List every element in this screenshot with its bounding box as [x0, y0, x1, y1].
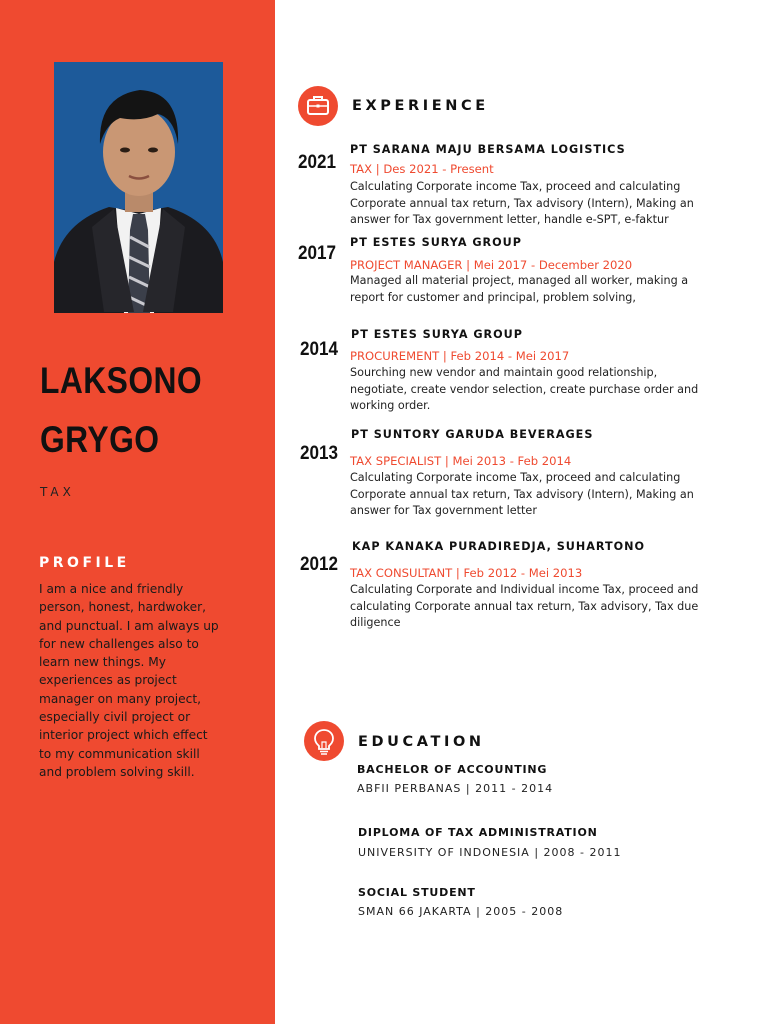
profile-line: I am a nice and friendly: [39, 582, 184, 596]
education-degree: SOCIAL STUDENT: [358, 886, 476, 899]
profile-photo: [54, 62, 223, 313]
education-degree: BACHELOR OF ACCOUNTING: [357, 763, 548, 776]
education-school: SMAN 66 JAKARTA | 2005 - 2008: [358, 905, 564, 918]
first-name: LAKSONO: [40, 360, 203, 401]
lightbulb-icon: [304, 721, 344, 761]
description-line: Calculating Corporate income Tax, proceed and calculating: [350, 471, 681, 484]
profile-line: person, honest, hardwoker,: [39, 600, 206, 615]
experience-position: PROCUREMENT | Feb 2014 - Mei 2017: [350, 349, 570, 363]
education-degree: DIPLOMA OF TAX ADMINISTRATION: [358, 826, 598, 839]
description-line: answer for Tax government letter, handle e-SPT, e-faktur: [350, 213, 669, 226]
profile-line: to my communication skill: [39, 746, 200, 761]
description-line: Sourching new vendor and maintain good relationship,: [350, 366, 658, 379]
experience-company: PT ESTES SURYA GROUP: [350, 236, 522, 249]
experience-position: PROJECT MANAGER | Mei 2017 - December 2020: [350, 258, 633, 272]
experience-year: 2021: [298, 152, 337, 173]
education-school: UNIVERSITY OF INDONESIA | 2008 - 2011: [358, 846, 622, 859]
briefcase-icon: [298, 86, 338, 126]
experience-year: 2017: [298, 243, 337, 264]
experience-position: TAX CONSULTANT | Feb 2012 - Mei 2013: [350, 566, 583, 580]
experience-year: 2014: [300, 339, 339, 360]
experience-company: PT SUNTORY GARUDA BEVERAGES: [351, 428, 594, 441]
description-line: Managed all material project, managed all worker, making a: [350, 274, 689, 287]
description-line: Calculating Corporate income Tax, proceed and calculating: [350, 180, 681, 193]
profile-line: for new challenges also to: [39, 636, 199, 651]
experience-position: TAX SPECIALIST | Mei 2013 - Feb 2014: [350, 454, 572, 468]
profile-line: experiences as project: [39, 673, 177, 688]
experience-company: KAP KANAKA PURADIREDJA, SUHARTONO: [352, 540, 646, 553]
profile-text: [39, 580, 259, 781]
description-line: report for customer and principal, problem solving,: [350, 290, 636, 304]
experience-description: [350, 365, 735, 415]
experience-company: PT SARANA MAJU BERSAMA LOGISTICS: [350, 143, 626, 156]
description-line: negotiate, create vendor selection, create purchase order and: [350, 382, 699, 396]
experience-year: 2013: [300, 443, 339, 464]
experience-heading: EXPERIENCE: [352, 98, 489, 114]
description-line: answer for Tax government letter: [350, 504, 537, 517]
description-line: calculating Corporate annual tax return, Tax advisory, Tax due: [350, 599, 699, 613]
description-line: diligence: [350, 616, 401, 629]
profile-line: manager on many project,: [39, 691, 202, 706]
last-name: GRYGO: [40, 419, 160, 460]
description-line: working order.: [350, 399, 431, 412]
education-school: ABFII PERBANAS | 2011 - 2014: [357, 782, 554, 795]
description-line: Corporate annual tax return, Tax advisory (Intern), Making an: [350, 487, 694, 501]
job-role: TAX: [40, 485, 75, 499]
profile-line: and problem solving skill.: [39, 764, 195, 779]
profile-line: interior project which effect: [39, 728, 208, 743]
profile-line: especially civil project or: [39, 710, 191, 725]
experience-description: [350, 273, 735, 306]
experience-year: 2012: [300, 554, 339, 575]
experience-company: PT ESTES SURYA GROUP: [351, 328, 523, 341]
profile-photo-illustration: [54, 62, 223, 313]
profile-line: and punctual. I am always up: [39, 618, 219, 633]
education-heading: EDUCATION: [358, 734, 485, 750]
profile-line: learn new things. My: [39, 655, 166, 670]
description-line: Calculating Corporate and Individual income Tax, proceed and: [350, 583, 699, 596]
description-line: Corporate annual tax return, Tax advisory (Intern), Making an: [350, 196, 694, 210]
experience-description: [350, 470, 735, 520]
experience-position: TAX | Des 2021 - Present: [350, 162, 494, 176]
profile-heading: PROFILE: [39, 555, 130, 571]
experience-description: [350, 582, 735, 632]
experience-description: [350, 179, 735, 229]
